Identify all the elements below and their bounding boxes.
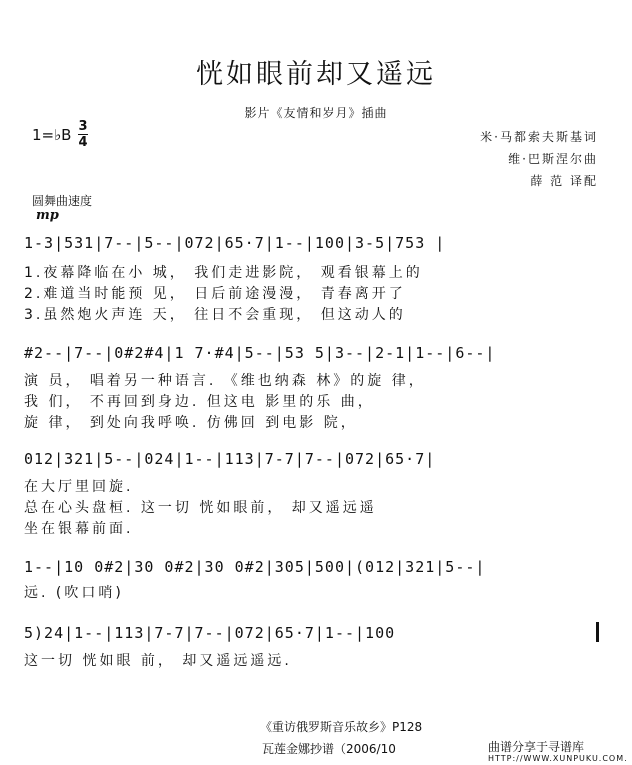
song-title: 恍如眼前却又遥远 bbox=[196, 59, 436, 90]
tempo-marking: 圆舞曲速度 bbox=[32, 194, 93, 208]
lyric-line-2-1: 演 员， 唱着另一种语言. 《维也纳森 林》的旋 律， bbox=[24, 373, 426, 389]
lyric-line-1-1: 1.夜幕降临在小 城， 我们走进影院， 观看银幕上的 bbox=[24, 265, 423, 281]
credit-lyricist: 米·马都索夫斯基词 bbox=[480, 130, 598, 144]
notation-line-1: 1-3|531|7--|5--|072|65·7|1--|100|3-5|753 | bbox=[24, 234, 446, 252]
meter-top: 3 bbox=[78, 119, 88, 134]
meter-bottom: 4 bbox=[78, 135, 88, 150]
lyric-line-3-1: 在大厅里回旋. bbox=[24, 479, 134, 495]
credit-composer: 维·巴斯涅尔曲 bbox=[508, 152, 598, 166]
notation-line-5: 5)24|1--|113|7-7|7--|072|65·7|1--|100 bbox=[24, 624, 396, 642]
time-signature bbox=[78, 120, 88, 149]
final-barline bbox=[596, 622, 599, 642]
dynamic-marking: mp bbox=[36, 208, 59, 223]
notation-line-4: 1--|10 0#2|30 0#2|30 0#2|305|500|(012|321|5--| bbox=[24, 558, 486, 576]
song-subtitle: 影片《友情和岁月》插曲 bbox=[244, 106, 388, 120]
credit-translator: 薛 范 译配 bbox=[530, 174, 598, 188]
site-url: HTTP://WWW.XUNPUKU.COM. bbox=[488, 754, 628, 763]
lyric-line-3-3: 坐在银幕前面. bbox=[24, 521, 134, 537]
key-signature: 1=♭B bbox=[32, 126, 72, 144]
lyric-line-2-2: 我 们， 不再回到身边. 但这电 影里的乐 曲， bbox=[24, 394, 375, 410]
lyric-line-3-2: 总在心头盘桓. 这一切 恍如眼前， 却又遥远遥 bbox=[24, 500, 377, 516]
notation-line-2: #2--|7--|0#2#4|1 7·#4|5--|53 5|3--|2-1|1--|6--| bbox=[24, 344, 496, 362]
copyist-credit: 瓦莲金娜抄谱（2006/10 bbox=[262, 742, 396, 756]
source-citation: 《重访俄罗斯音乐故乡》P128 bbox=[260, 720, 423, 734]
lyric-line-1-2: 2.难道当时能预 见， 日后前途漫漫， 青春离开了 bbox=[24, 286, 406, 302]
notation-line-3: 012|321|5--|024|1--|113|7-7|7--|072|65·7| bbox=[24, 450, 436, 468]
lyric-line-2-3: 旋 律， 到处向我呼唤. 仿佛回 到电影 院， bbox=[24, 415, 358, 431]
site-name: 曲谱分享于寻谱库 bbox=[488, 740, 585, 754]
lyric-line-1-3: 3.虽然炮火声连 天， 往日不会重现， 但这动人的 bbox=[24, 307, 406, 323]
lyric-line-4-1: 远. (吹口哨) bbox=[24, 585, 124, 601]
lyric-line-5-1: 这一切 恍如眼 前， 却又遥远遥远. bbox=[24, 653, 292, 669]
